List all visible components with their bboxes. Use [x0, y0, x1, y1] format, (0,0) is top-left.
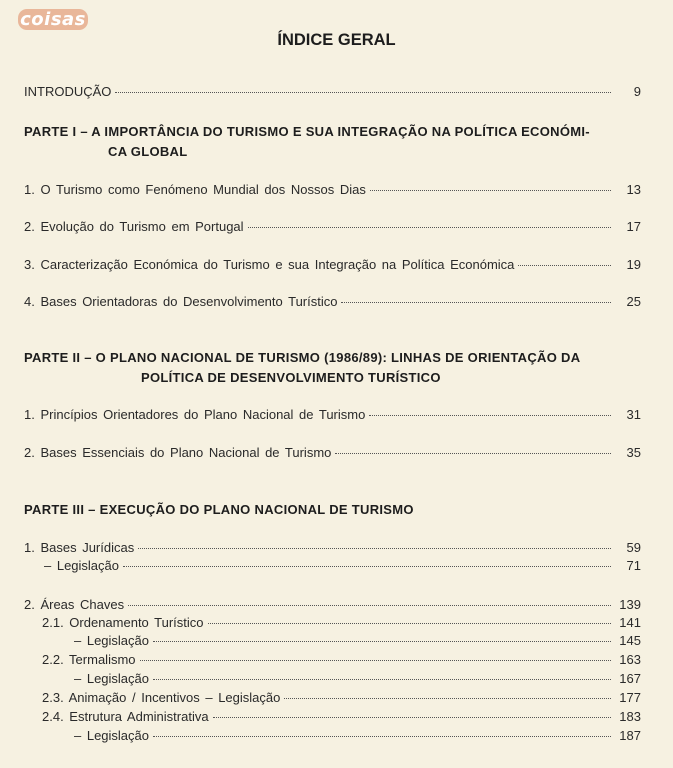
toc-page: 141: [619, 615, 641, 630]
dot-leader: [341, 302, 611, 303]
toc-label: – Legislação: [74, 728, 149, 743]
page-title: ÍNDICE GERAL: [277, 31, 396, 49]
dot-leader: [123, 566, 611, 567]
toc-entry: [74, 728, 641, 743]
toc-entry: [24, 182, 641, 197]
toc-page: 25: [626, 294, 641, 309]
dot-leader: [518, 265, 611, 266]
toc-page: 187: [619, 728, 641, 743]
toc-label: 1. Princípios Orientadores do Plano Nacional de Turismo: [24, 407, 366, 422]
toc-entry: [24, 540, 641, 555]
toc-page: 35: [626, 445, 641, 460]
toc-page: 31: [626, 407, 641, 422]
toc-label: – Legislação: [74, 633, 149, 648]
part-iii-heading: [24, 500, 644, 520]
toc-label: 1. Bases Jurídicas: [24, 540, 135, 555]
toc-entry: [42, 690, 641, 705]
toc-label: 2.3. Animação / Incentivos – Legislação: [42, 690, 281, 705]
toc-entry: [44, 558, 641, 573]
toc-page: 9: [633, 84, 641, 99]
toc-label: 2.2. Termalismo: [42, 652, 136, 667]
dot-leader: [213, 717, 611, 718]
toc-entry: [42, 652, 641, 667]
toc-label: 2. Áreas Chaves: [24, 597, 125, 612]
dot-leader: [370, 190, 611, 191]
toc-label: 2.1. Ordenamento Turístico: [42, 615, 204, 630]
part-i-heading-line2: CA GLOBAL: [108, 144, 188, 159]
part-ii-heading-line2: POLÍTICA DE DESENVOLVIMENTO TURÍSTICO: [141, 370, 441, 385]
dot-leader: [153, 641, 611, 642]
toc-page: 59: [626, 540, 641, 555]
dot-leader: [128, 605, 611, 606]
toc-label: 2.4. Estrutura Administrativa: [42, 709, 209, 724]
dot-leader: [140, 660, 611, 661]
toc-page: 145: [619, 633, 641, 648]
toc-entry: [74, 671, 641, 686]
toc-entry: [24, 257, 641, 272]
part-iii-heading-line1: PARTE III – EXECUÇÃO DO PLANO NACIONAL DE TURISMO: [24, 502, 414, 517]
toc-entry: [42, 709, 641, 724]
toc-label: 4. Bases Orientadoras do Desenvolvimento Turístico: [24, 294, 338, 309]
toc-label: 2. Bases Essenciais do Plano Nacional de Turismo: [24, 445, 332, 460]
dot-leader: [248, 227, 611, 228]
toc-page: 17: [626, 219, 641, 234]
toc-page: 183: [619, 709, 641, 724]
toc-page: 177: [619, 690, 641, 705]
dot-leader: [284, 698, 611, 699]
dot-leader: [208, 623, 611, 624]
part-ii-heading-line1: PARTE II – O PLANO NACIONAL DE TURISMO (1986/89): LINHAS DE ORIENTAÇÃO DA: [24, 350, 581, 365]
dot-leader: [335, 453, 611, 454]
dot-leader: [153, 679, 611, 680]
toc-page: 139: [619, 597, 641, 612]
toc-entry: [42, 615, 641, 630]
toc-label: – Legislação: [74, 671, 149, 686]
dot-leader: [115, 92, 611, 93]
toc-page: 167: [619, 671, 641, 686]
part-i-heading: [24, 122, 644, 162]
toc-entry-introducao: [24, 84, 641, 99]
toc-page: 71: [626, 558, 641, 573]
part-i-heading-line1: PARTE I – A IMPORTÂNCIA DO TURISMO E SUA INTEGRAÇÃO NA POLÍTICA ECONÓMI-: [24, 124, 590, 139]
dot-leader: [369, 415, 611, 416]
toc-entry: [24, 597, 641, 612]
toc-entry: [24, 294, 641, 309]
toc-entry: [74, 633, 641, 648]
toc-label: 1. O Turismo como Fenómeno Mundial dos Nossos Dias: [24, 182, 366, 197]
toc-label: 2. Evolução do Turismo em Portugal: [24, 219, 244, 234]
dot-leader: [153, 736, 611, 737]
coisas-logo: coisas: [18, 9, 88, 30]
toc-label: 3. Caracterização Económica do Turismo e sua Integração na Política Económica: [24, 257, 515, 272]
toc-page: 13: [626, 182, 641, 197]
toc-entry: [24, 445, 641, 460]
part-ii-heading: [24, 348, 646, 388]
dot-leader: [138, 548, 611, 549]
toc-entry: [24, 219, 641, 234]
toc-entry: [24, 407, 641, 422]
toc-label: – Legislação: [44, 558, 119, 573]
toc-label: INTRODUÇÃO: [24, 84, 112, 99]
toc-page: 19: [626, 257, 641, 272]
toc-page: 163: [619, 652, 641, 667]
